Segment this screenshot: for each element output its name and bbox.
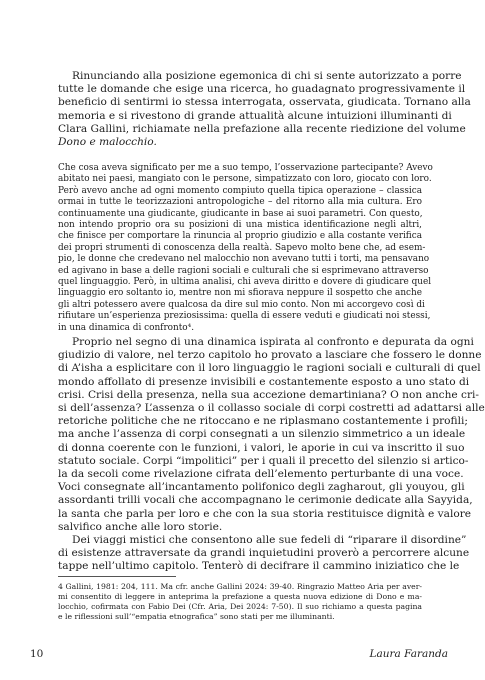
paragraph-line: ma anche l’assenza di corpi consegnati a un silenzio simmetrico a un ideale: [58, 428, 466, 441]
paragraph-line: Voci consegnate all’incantamento polifonico degli zagharout, gli youyou, gli: [58, 481, 465, 494]
quote-line: continuamente una giudicante, giudicante in base ai suoi parametri. Con questo,: [58, 208, 423, 219]
quote-line: Che cosa aveva significato per me a suo tempo, l’osservazione partecipante? Avevo: [58, 163, 433, 173]
footnote-line: mi consentito di leggere in anteprima la prefazione a questa nuova edizione di Dono e ma-: [58, 592, 422, 601]
quote-line: Però avevo anche ad ogni momento compiuto quella tipica operazione – classica: [58, 185, 422, 196]
paragraph-line: crisi. Crisi della presenza, nella sua accezione demartiniana? O non anche cri-: [58, 388, 480, 401]
paragraph-line: giudizio di valore, nel terzo capitolo ho provato a lasciare che fossero le donne: [58, 349, 482, 362]
page-number: 10: [30, 648, 44, 660]
footnote: [58, 582, 422, 622]
paragraph-line: mondo affollato di presenze invisibili e costantemente esposto a uno stato di: [58, 375, 470, 388]
footnote-line: 4 Gallini, 1981: 204, 111. Ma cfr. anche Gallini 2024: 39-40. Ringrazio Matteo Aria per aver-: [58, 582, 422, 591]
quote-line: quel linguaggio. Però, in ultima analisi, chi aveva diritto e dovere di giudicare quel: [58, 277, 432, 288]
quote-line: non intendo proprio ora su posizioni di una mistica identificazione negli altri,: [58, 220, 422, 231]
quote-line: linguaggio ero soltanto io, mentre non mi sfiorava neppure il sospetto che anche: [58, 288, 422, 299]
paragraph-line: Clara Gallini, richiamate nella prefazione alla recente riedizione del volume: [58, 122, 466, 135]
quote-line: ed agivano in base a delle ragioni sociali e culturali che si esprimevano attraverso: [58, 265, 429, 276]
paragraph-line: Proprio nel segno di una dinamica ispirata al confronto e depurata da ogni: [72, 336, 474, 348]
paragraph-line: la santa che parla per loro e che con la sua storia restituisce dignità e valore: [58, 507, 472, 520]
quote-line: gli altri potessero avere qualcosa da dire sul mio conto. Non mi accorgevo così di: [58, 299, 425, 310]
quote-line: che finisce per comportare la rinuncia al proprio giudizio e alla costante verifica: [58, 231, 422, 242]
block-quote: [58, 163, 433, 334]
body-paragraphs: [58, 336, 485, 574]
quote-line: ormai in tutte le teorizzazioni antropologiche – del ritorno alla mia cultura. Ero: [58, 197, 422, 208]
paragraph-line: si dell’assenza? L’assenza o il collasso sociale di corpi costretti ad adattarsi alle: [58, 402, 485, 415]
paragraph-line-book-title: Dono e malocchio.: [58, 136, 157, 149]
paragraph-line: di esistenze attraversate da grandi inquietudini proverò a percorrere alcune: [58, 547, 470, 560]
footnote-line: e le riflessioni sull’“empatia etnografica” sono stati per me illuminanti.: [58, 612, 335, 621]
running-footer-author: Laura Faranda: [369, 648, 448, 660]
paragraph-line: tappe nell’ultimo capitolo. Tenterò di decifrare il cammino iniziatico che le: [58, 560, 460, 573]
paragraph-line: beneficio di sentirmi io stessa interrogata, osservata, giudicata. Tornano alla: [58, 96, 471, 109]
paragraph-line: di A’isha a esplicitare con il loro linguaggio le ragioni sociali e culturali di quel: [58, 362, 481, 375]
paragraph-line: statuto sociale. Corpi “impolitici” per i quali il precetto del silenzio si artico-: [58, 454, 469, 467]
paragraph-line: assordanti trilli vocali che accompagnano le cerimonie dedicate alla Sayyida,: [58, 494, 473, 507]
paragraph-line: salvifico anche alle loro storie.: [58, 520, 223, 533]
footnote-divider: [58, 576, 176, 577]
paragraph-line: memoria e si rivestono di grande attualità alcune intuizioni illuminanti di: [58, 109, 452, 122]
paragraph-line: la da secoli come rivelazione cifrata dell’elemento perturbante di una voce.: [58, 468, 464, 481]
paragraph-line: retoriche politiche che ne ritoccano e ne riplasmano costantemente i profili;: [58, 415, 468, 428]
paragraph-line: tutte le domande che esige una ricerca, ho guadagnato progressivamente il: [58, 83, 466, 96]
quote-line: dei propri strumenti di conoscenza della realtà. Sapevo molto bene che, ad esem-: [58, 242, 426, 253]
quote-line: pio, le donne che credevano nel malocchio non avevano tutti i torti, ma pensavano: [58, 254, 430, 265]
footnote-line: locchio, cofirmata con Fabio Dei (Cfr. Aria, Dei 2024: 7-50). Il suo richiamo a questa pagina: [58, 602, 422, 611]
quote-line: in una dinamica di confronto⁴.: [58, 322, 195, 333]
quote-line: rifiutare un’esperienza preziosissima: quella di essere veduti e giudicati noi stessi,: [58, 311, 431, 322]
paragraph-line: Rinunciando alla posizione egemonica di chi si sente autorizzato a porre: [72, 70, 462, 82]
intro-paragraph: [58, 70, 471, 149]
paragraph-line: di donna coerente con le funzioni, i valori, le aporie in cui va inscritto il suo: [58, 441, 465, 454]
paragraph-line: Dei viaggi mistici che consentono alle sue fedeli di “riparare il disordine”: [72, 534, 467, 547]
quote-line: abitato nei paesi, mangiato con le persone, simpatizzato con loro, giocato con loro.: [58, 174, 432, 185]
